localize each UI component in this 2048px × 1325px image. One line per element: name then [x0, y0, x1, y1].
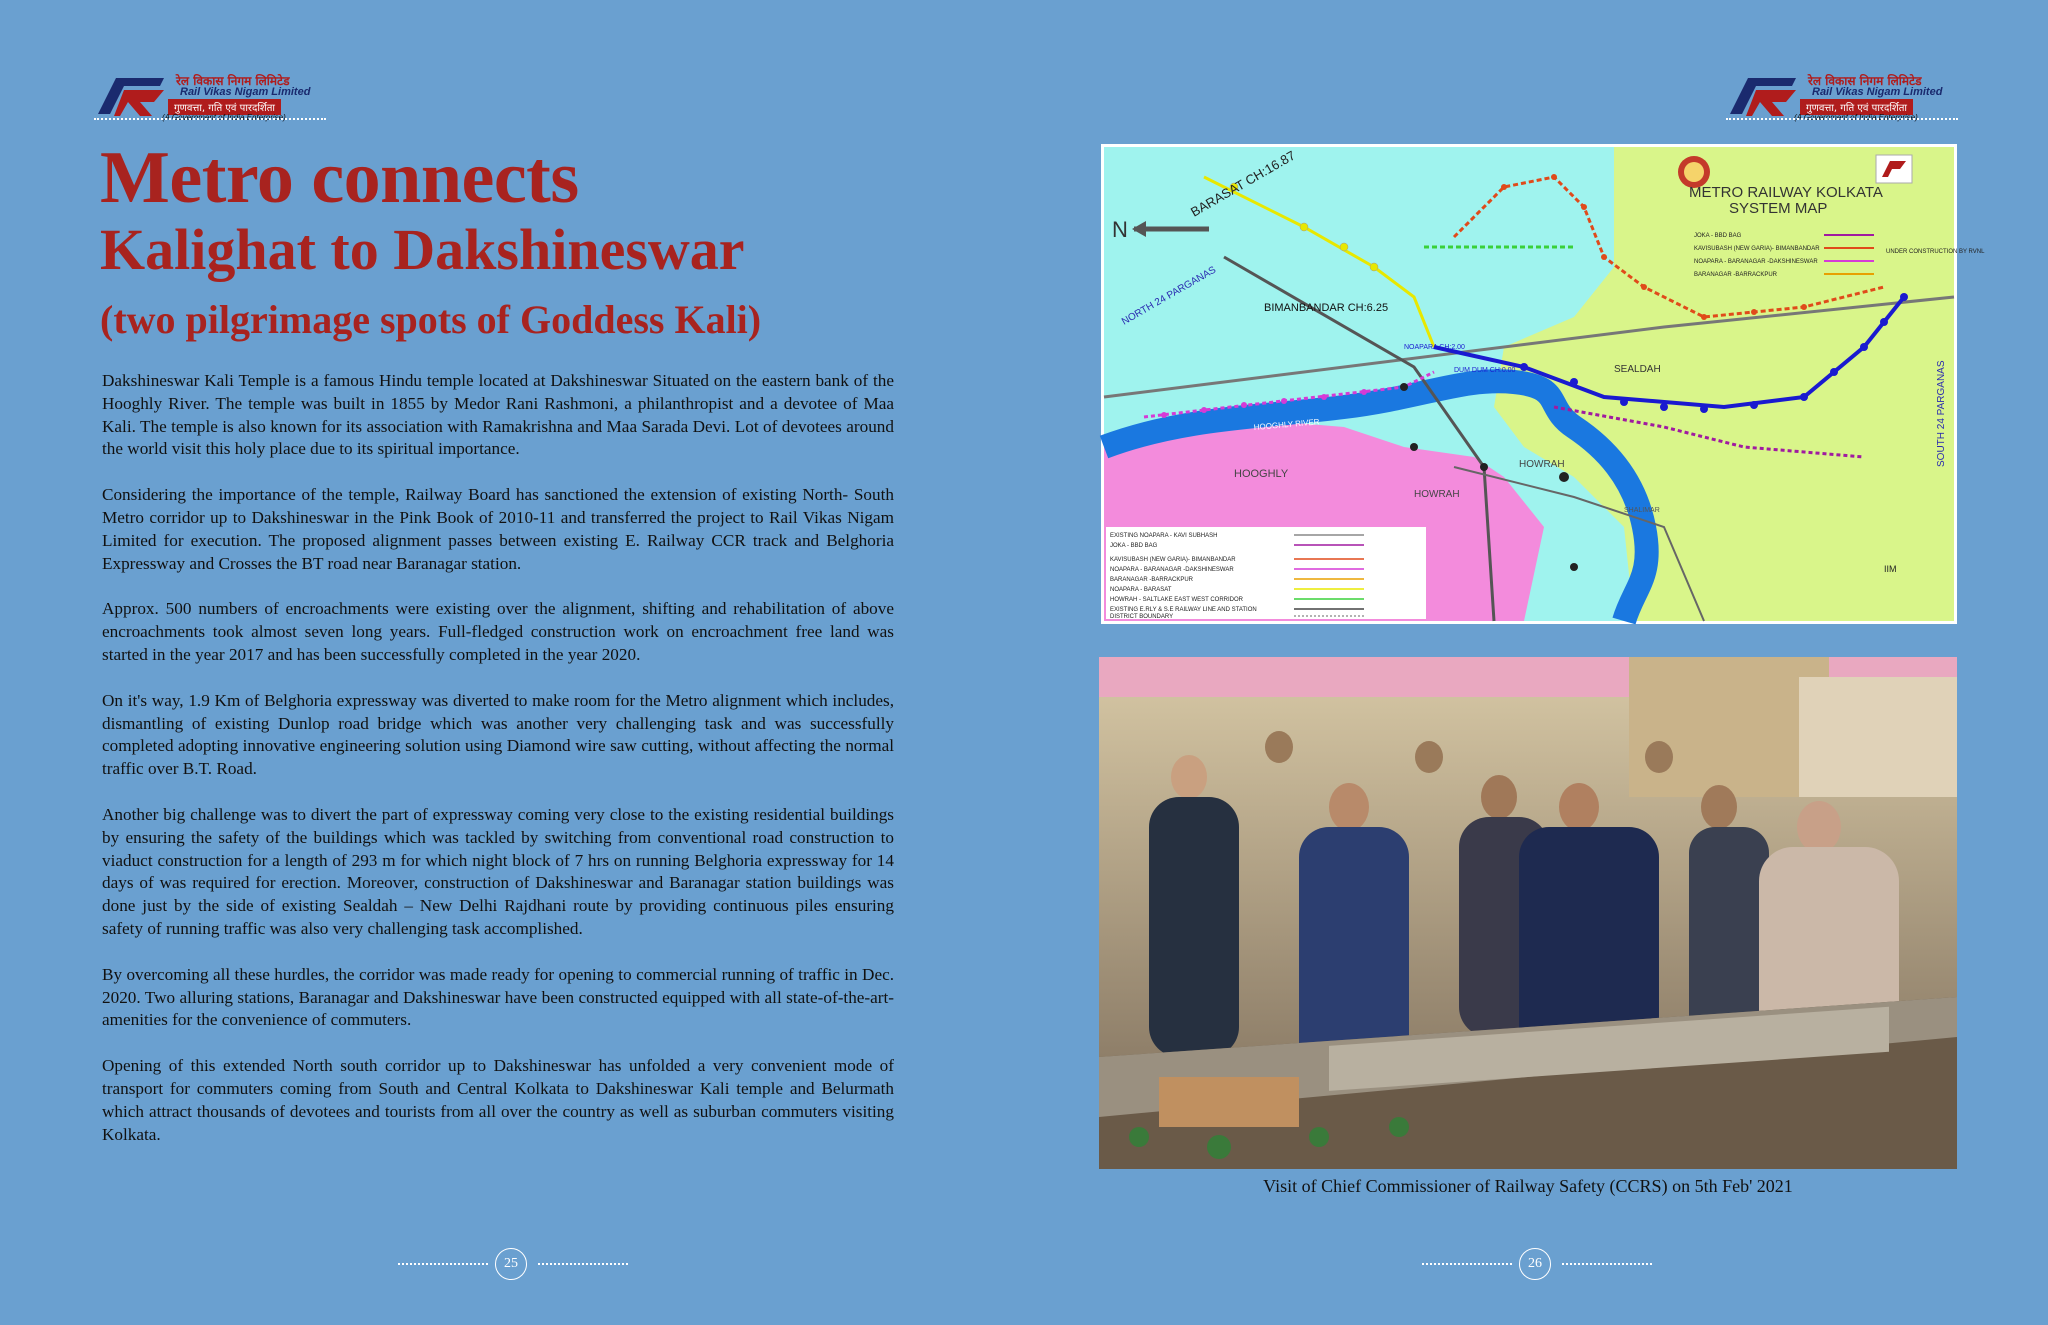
legend-item: KAVISUBASH (NEW GARIA)- BIMANBANDAR: [1110, 557, 1236, 563]
label-sealdah: SEALDAH: [1614, 364, 1661, 375]
logo-hindi-name: रेल विकास निगम लिमिटेड: [176, 74, 290, 88]
map-title-line2: SYSTEM MAP: [1729, 200, 1828, 217]
land-east: [1494, 147, 1954, 621]
article-title-line2: Kalighat to Dakshineswar: [100, 217, 745, 282]
legend-item: NOAPARA - BARANAGAR -DAKSHINESWAR: [1110, 567, 1234, 573]
logo-divider: [1726, 118, 1958, 120]
label-river: HOOGHLY RIVER: [1253, 417, 1320, 432]
logo-govt: (A Government of India Enterprise): [162, 113, 286, 122]
logo-tagline: गुणवत्ता, गति एवं पारदर्शिता: [1800, 99, 1913, 115]
legend-item: EXISTING E.RLY & S.E RAILWAY LINE AND STATION: [1110, 607, 1257, 613]
legend-under-construction: UNDER CONSTRUCTION BY RVNL: [1886, 249, 1985, 255]
photo-caption: Visit of Chief Commissioner of Railway Safety (CCRS) on 5th Feb' 2021: [1263, 1176, 1793, 1196]
page-number-left: 25: [495, 1248, 527, 1280]
label-dumdum: DUM DUM CH:0.00: [1454, 367, 1516, 374]
metro-line-barasat: [1204, 177, 1434, 347]
page-number-divider: [538, 1263, 628, 1265]
page-number-right: 26: [1519, 1248, 1551, 1280]
map-graphic: [1104, 147, 1985, 621]
page-number-divider: [1422, 1263, 1512, 1265]
label-shalimar: SHALIMAR: [1624, 507, 1660, 514]
paragraph: By overcoming all these hurdles, the corridor was made ready for opening to commercial running of traffic in Dec. 2020. Two alluring stations, Baranagar and Dakshineswar have been constructed equipped with all state-of-the-art-amenities for the convenience of commuters.: [102, 964, 894, 1030]
logo-hindi-name: रेल विकास निगम लिमिटेड: [1808, 74, 1922, 88]
legend-item: JOKA - BBD BAG: [1110, 543, 1158, 549]
rvnl-emblem-icon: [94, 72, 172, 118]
paragraph: On it's way, 1.9 Km of Belghoria expressway was diverted to make room for the Metro alignment which includes, dismantling of existing Dunlop road bridge which was another very challenging task and was successfully completed adopting innovative engineering solution using Diamond wire saw cutting, without affecting the normal traffic over B.T. Road.: [102, 690, 894, 779]
photo-window: [1799, 677, 1957, 797]
paragraph: Approx. 500 numbers of encroachments were existing over the alignment, shifting and rehabilitation of above encroachments took almost seven long years. Full-fledged construction work on encroachment free land was started in the year 2017 and has been successfully completed in the year 2020.: [102, 599, 894, 664]
label-south-24-parganas: SOUTH 24 PARGANAS: [1936, 360, 1947, 467]
label-howrah: HOWRAH: [1519, 459, 1565, 470]
metro-railway-emblem-inner: [1684, 162, 1704, 182]
label-hooghly: HOOGHLY: [1234, 468, 1289, 480]
north-label: N: [1112, 217, 1128, 242]
logo-tagline: गुणवत्ता, गति एवं पारदर्शिता: [168, 99, 281, 115]
page-number-divider: [1562, 1263, 1652, 1265]
rvnl-logo: [1726, 72, 1958, 124]
legend-item: DISTRICT BOUNDARY: [1110, 614, 1174, 620]
legend-item: HOWRAH - SALTLAKE EAST WEST CORRIDOR: [1110, 597, 1244, 603]
rvnl-logo: [94, 72, 326, 124]
label-noapara: NOAPARA CH:2.00: [1404, 344, 1465, 351]
paragraph: Dakshineswar Kali Temple is a famous Hindu temple located at Dakshineswar Situated on the eastern bank of the Hooghly River. The temple was built in 1855 by Medor Rani Rashmoni, a philanthropist and a devotee of Maa Kali. The temple is also known for its association with Ramakrishna and Maa Sarada Devi. Lot of devotees around the world visit this holy place due to its spiritual importance.: [102, 371, 894, 459]
map-legend-box: [1106, 527, 1426, 619]
legend-item: EXISTING NOAPARA - KAVI SUBHASH: [1110, 533, 1218, 539]
label-barasat: BARASAT CH:16.87: [1188, 147, 1298, 220]
logo-divider: [94, 118, 326, 120]
paragraph: Considering the importance of the temple, Railway Board has sanctioned the extension of existing North- South Metro corridor up to Dakshineswar in the Pink Book of 2010-11 and transferred the project to Rail Vikas Nigam Limited for execution. The proposed alignment passes between existing E. Railway CCR track and Belghoria Expressway and Crosses the BT road near Baranagar station.: [102, 485, 894, 573]
logo-english-name: Rail Vikas Nigam Limited: [180, 86, 311, 98]
label-north-24-parganas: NORTH 24 PARGANAS: [1120, 264, 1219, 328]
north-arrowhead-icon: [1132, 221, 1146, 237]
logo-english-name: Rail Vikas Nigam Limited: [1812, 86, 1943, 98]
article-body: [102, 370, 894, 1169]
legend-top-item: BARANAGAR -BARRACKPUR: [1694, 272, 1778, 278]
article-subtitle: (two pilgrimage spots of Goddess Kali): [100, 297, 762, 342]
logo-govt: (A Government of India Enterprise): [1794, 113, 1918, 122]
ccrs-visit-photo: [1099, 657, 1957, 1169]
legend-item: BARANAGAR -BARRACKPUR: [1110, 577, 1194, 583]
paragraph: Another big challenge was to divert the part of expressway coming very close to the existing residential buildings by ensuring the safety of the buildings which was tackled by switching from conventional road construction to viaduct construction for a length of 293 m for which night block of 7 hrs on running Belghoria expressway for 14 days of was required for erection. Moreover, construction of Dakshineswar and Baranagar station buildings was done just by the side of existing Sealdah – New Delhi Rajdhani route by providing continuous piles ensuring safety of running traffic was also very challenging task accomplished.: [102, 804, 894, 938]
photo-model-building: [1159, 1077, 1299, 1127]
label-iim: IIM: [1884, 564, 1897, 574]
label-howrah-district: HOWRAH: [1414, 489, 1460, 500]
article-title-line1: Metro connects: [100, 137, 579, 219]
page-number-divider: [398, 1263, 488, 1265]
label-bimanbandar: BIMANBANDAR CH:6.25: [1264, 302, 1389, 314]
photo-graphic: [1099, 657, 1957, 1169]
legend-top-item: KAVISUBASH (NEW GARIA)- BIMANBANDAR: [1694, 246, 1820, 252]
rvnl-emblem-icon: [1726, 72, 1804, 118]
metro-system-map: [1101, 144, 1985, 624]
legend-top-item: JOKA - BBD BAG: [1694, 233, 1742, 239]
legend-top-item: NOAPARA - BARANAGAR -DAKSHINESWAR: [1694, 259, 1818, 265]
legend-item: NOAPARA - BARASAT: [1110, 587, 1172, 593]
map-title-line1: METRO RAILWAY KOLKATA: [1689, 184, 1883, 201]
paragraph: Opening of this extended North south corridor up to Dakshineswar has unfolded a very convenient mode of transport for commuters coming from South and Central Kolkata to Dakshineswar Kali temple and Belurmath which attract thousands of devotees and tourists from all over the country as well as suburban commuters visiting Kolkata.: [102, 1056, 894, 1144]
